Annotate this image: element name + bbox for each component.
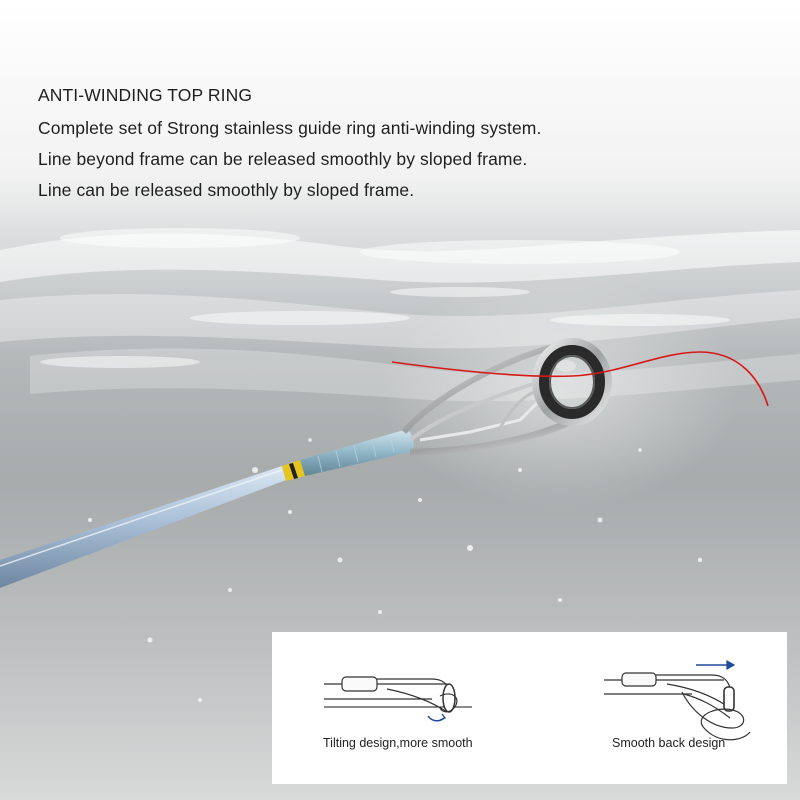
feature-text-block: [38, 80, 541, 206]
guide-diagram-panel: [272, 632, 787, 784]
tilting-design-diagram: [324, 677, 472, 721]
feature-line: Complete set of Strong stainless guide ring anti-winding system.: [38, 118, 542, 138]
feature-line: Line can be released smoothly by sloped frame.: [38, 180, 415, 200]
diagram-caption-tilting: Tilting design,more smooth: [323, 736, 473, 750]
light-glow: [380, 270, 740, 510]
feature-heading: ANTI-WINDING TOP RING: [38, 85, 253, 105]
smooth-back-diagram: [604, 661, 750, 740]
diagram-caption-smooth-back: Smooth back design: [612, 736, 726, 750]
guide-diagrams: [272, 632, 787, 784]
feature-line: Line beyond frame can be released smoothly by sloped frame.: [38, 149, 528, 169]
